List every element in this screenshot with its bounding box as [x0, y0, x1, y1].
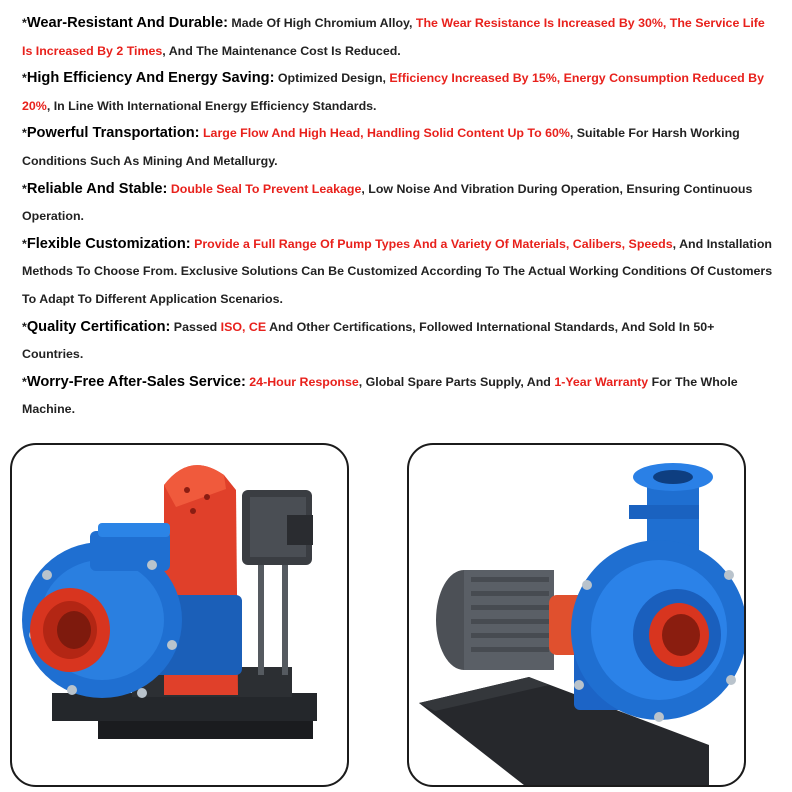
feature-bullet: *: [22, 126, 27, 141]
feature-text: , Suitable For Harsh Working Conditions Such As Mining And Metallurgy.: [22, 126, 740, 168]
feature-item: [22, 65, 774, 120]
feature-item: [22, 120, 774, 175]
blue-slurry-pump-image: [409, 445, 746, 787]
feature-title: Worry-Free After-Sales Service:: [26, 373, 246, 390]
feature-highlight: Large Flow And High Head, Handling Solid Content Up To 60%: [202, 126, 570, 141]
feature-item: [22, 369, 774, 424]
feature-text: , And The Maintenance Cost Is Reduced.: [162, 43, 401, 58]
feature-bullet: *: [22, 236, 27, 251]
feature-highlight: Provide a Full Range Of Pump Types And a Variety Of Materials, Calibers, Speeds: [194, 236, 673, 251]
feature-highlight: 24-Hour Response: [249, 374, 359, 389]
feature-bullet: *: [22, 374, 27, 389]
feature-highlight: The Wear Resistance Is Increased By 30%, The Service Life Is Increased By 2 Times: [22, 16, 765, 58]
feature-text: Optimized Design,: [274, 71, 390, 86]
feature-title: Flexible Customization:: [26, 235, 191, 252]
feature-title: Reliable And Stable:: [26, 180, 168, 197]
feature-item: [22, 10, 774, 65]
feature-highlight: Efficiency Increased By 15%, Energy Consumption Reduced By 20%: [22, 71, 765, 113]
product-image-card-right: [407, 443, 746, 787]
feature-text: , Low Noise And Vibration During Operation, Ensuring Continuous Operation.: [22, 181, 753, 224]
feature-highlight: Double Seal To Prevent Leakage: [170, 181, 362, 196]
feature-item: [22, 314, 774, 369]
feature-bullet: *: [22, 181, 27, 196]
feature-text: , Global Spare Parts Supply, And: [358, 374, 555, 389]
feature-text: , And Installation Methods To Choose From. Exclusive Solutions Can Be Customized According To The Actual Working Conditions Of Customers To Adapt To Different Application Scenarios.: [22, 236, 773, 306]
feature-bullet: *: [22, 16, 27, 30]
feature-title: Quality Certification:: [26, 318, 171, 335]
feature-text: And Other Certifications, Followed International Standards, And Sold In 50+ Countries.: [22, 319, 715, 362]
feature-highlight: 1-Year Warranty: [554, 374, 649, 389]
feature-bullet: *: [22, 319, 27, 334]
feature-bullet: *: [22, 71, 27, 86]
feature-text: , In Line With International Energy Efficiency Standards.: [46, 98, 377, 113]
feature-list: [22, 10, 774, 424]
red-guard-slurry-pump-image: [12, 445, 349, 787]
feature-title: Wear-Resistant And Durable:: [26, 15, 228, 31]
feature-highlight: ISO, CE: [220, 319, 267, 334]
feature-title: High Efficiency And Energy Saving:: [26, 70, 275, 87]
product-image-card-left: [10, 443, 349, 787]
feature-text: For The Whole Machine.: [22, 374, 738, 417]
feature-text: Passed: [170, 319, 221, 334]
feature-title: Powerful Transportation:: [26, 125, 200, 142]
feature-item: [22, 176, 774, 231]
feature-text: Made Of High Chromium Alloy,: [227, 16, 416, 30]
feature-item: [22, 231, 774, 314]
